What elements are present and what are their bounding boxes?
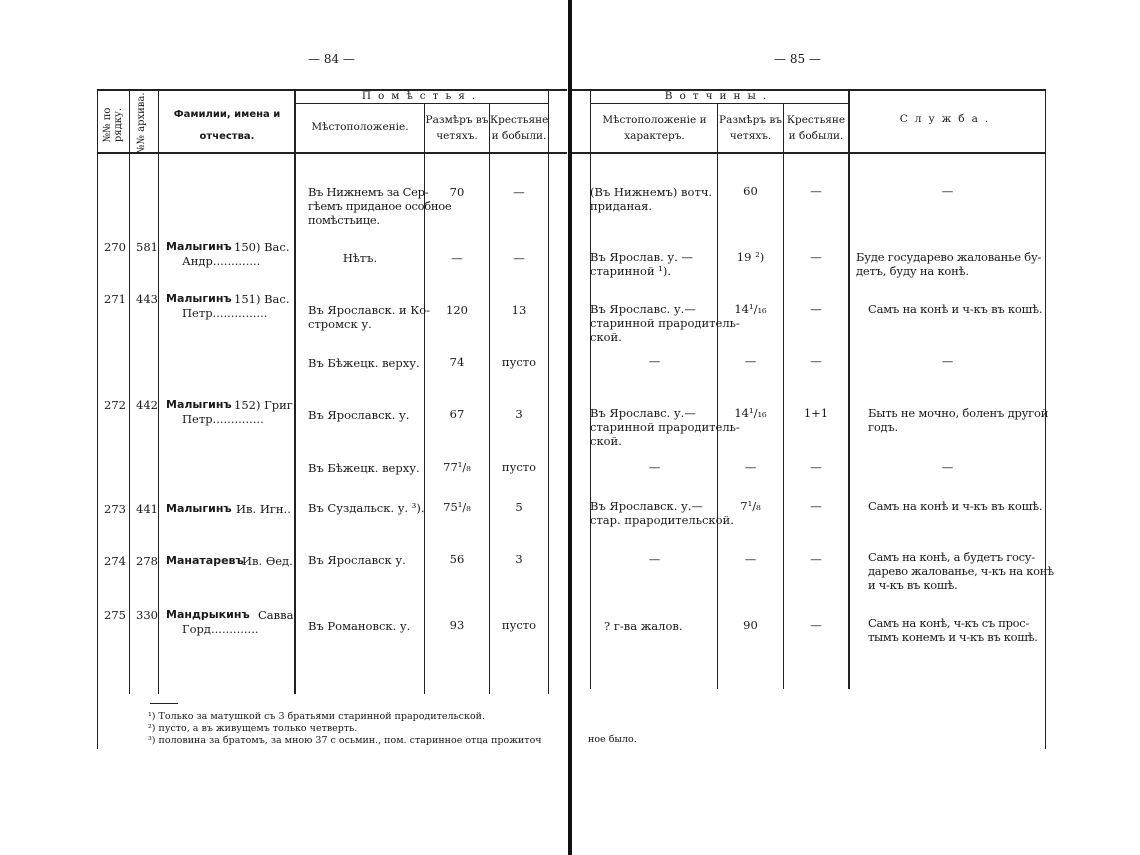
service-cell: Самъ на конѣ, а будетъ госу- дарево жалованье, ч-къ на конѣ и ч-къ въ кошѣ. [868, 550, 1054, 592]
header-votchiny: Вотчины. [664, 90, 774, 102]
col-rule [158, 89, 159, 694]
surname-cell: Малыгинъ [166, 502, 232, 515]
row-number-cell: 272 [104, 398, 126, 412]
location-cell: — [648, 552, 661, 566]
header-pomestya: Помѣстья. [361, 90, 483, 102]
location-cell: ? г-ва жалов. [604, 619, 683, 633]
name-rest-cell: 150) Вас. [234, 240, 290, 254]
header-location: Мѣстоположеніе и характеръ. [602, 114, 707, 142]
header-location: Мѣстоположеніе. [311, 121, 409, 133]
row-number-cell: 271 [104, 292, 126, 306]
peasants-cell: — [513, 251, 525, 265]
archive-number-cell: 278 [136, 554, 158, 568]
row-number-cell: 273 [104, 502, 126, 516]
service-cell: Буде государево жалованье бу- детъ, буду на конѣ. [856, 250, 1042, 278]
peasants-cell: пусто [501, 618, 537, 632]
size-cell: 7¹/₈ [740, 499, 761, 513]
header-size: Размѣръ въ четяхъ. [425, 114, 489, 142]
service-cell: — [941, 184, 954, 198]
service-cell: Самъ на конѣ и ч-къ въ кошѣ. [868, 302, 1043, 316]
size-cell: 70 [449, 185, 465, 199]
location-cell: Въ Ярославск. у. [308, 408, 410, 422]
row-number-cell: 270 [104, 240, 126, 254]
col-rule [590, 89, 591, 689]
peasants-cell: 5 [515, 500, 523, 514]
name-rest-cell: Савва [258, 608, 294, 622]
peasants-cell: пусто [501, 355, 537, 369]
col-rule [548, 89, 549, 694]
footnote-continuation: ное было. [588, 734, 637, 745]
header-peasants: Крестьяне и бобыли. [490, 114, 549, 142]
archive-number-cell: 443 [136, 292, 158, 306]
size-cell: 93 [449, 618, 465, 632]
location-cell: Въ Нижнемъ за Сер- гѣемъ приданое особное помѣстьице. [308, 185, 452, 227]
location-cell: Въ Ярославск. и Ко- стромск у. [308, 303, 431, 331]
size-cell: 14¹/₁₆ [734, 302, 767, 316]
peasants-cell: — [810, 552, 822, 566]
size-cell: 120 [446, 303, 468, 317]
size-cell: 19 ²) [736, 250, 765, 264]
page-number: — 84 — [308, 52, 355, 66]
location-cell: — [648, 460, 661, 474]
header-names: Фамилии, имена и отчества. [173, 109, 281, 142]
location-cell: — [648, 354, 661, 368]
peasants-cell: 3 [515, 552, 523, 566]
surname-cell: Малыгинъ [166, 240, 232, 253]
archive-number-cell: 330 [136, 608, 158, 622]
size-cell: 56 [449, 552, 465, 566]
footnote: ¹) Только за матушкой съ 3 братьями старинной прародительской. [148, 711, 486, 722]
location-cell: Въ Романовск. у. [308, 619, 411, 633]
location-cell: Въ Бѣжецк. верху. [308, 461, 420, 475]
peasants-cell: — [810, 354, 822, 368]
footnote: ³) половина за братомъ, за мною 37 с осьмин., пом. старинное отца прожиточ [148, 735, 542, 746]
size-cell: — [744, 354, 757, 368]
size-cell: 75¹/₈ [443, 500, 471, 514]
group-header-rule [296, 103, 548, 104]
surname-cell: Малыгинъ [166, 292, 232, 305]
peasants-cell: 13 [511, 303, 527, 317]
header-row-number: №№ по рядку. [102, 107, 124, 143]
header-service: Служба. [899, 113, 996, 125]
peasants-cell: — [810, 250, 822, 264]
surname-cell: Малыгинъ [166, 398, 232, 411]
location-cell: (Въ Нижнемъ) вотч. приданая. [590, 185, 713, 213]
location-cell: Нѣтъ. [342, 251, 378, 265]
group-header-rule [590, 103, 848, 104]
service-cell: — [941, 354, 954, 368]
page-number: — 85 — [774, 52, 821, 66]
size-cell: 74 [449, 355, 465, 369]
location-cell: Въ Ярославск. у.— стар. прародительской. [590, 499, 734, 527]
peasants-cell: — [810, 499, 822, 513]
size-cell: — [744, 460, 757, 474]
left-page [0, 0, 568, 855]
peasants-cell: — [810, 184, 822, 198]
peasants-cell: — [513, 185, 525, 199]
col-rule [294, 89, 296, 694]
surname-cell: Манатаревъ [166, 554, 244, 567]
size-cell: 77¹/₈ [443, 460, 471, 474]
size-cell: 67 [449, 407, 465, 421]
location-cell: Въ Суздальск. у. ³). [308, 501, 425, 515]
row-number-cell: 274 [104, 554, 126, 568]
size-cell: 90 [743, 618, 758, 632]
location-cell: Въ Бѣжецк. верху. [308, 356, 420, 370]
row-number-cell: 275 [104, 608, 126, 622]
right-page [572, 0, 1140, 855]
header-bottom-rule [572, 152, 1046, 154]
col-rule [848, 89, 850, 689]
size-cell: 60 [743, 184, 758, 198]
header-archive-number: №№ архива. [136, 92, 147, 154]
location-cell: Въ Ярославск у. [308, 553, 406, 567]
footnote-rule [150, 703, 178, 704]
header-bottom-rule [97, 152, 567, 154]
col-rule [129, 89, 130, 694]
header-size: Размѣръ въ четяхъ. [719, 114, 782, 142]
name-rest-cell: Ив. Ѳед. [242, 554, 293, 568]
size-cell: 14¹/₁₆ [734, 406, 767, 420]
size-cell: — [744, 552, 757, 566]
name-rest-cell: Ив. Игн.. [236, 502, 291, 516]
peasants-cell: — [810, 618, 822, 632]
name-cont-cell: Петр............... [182, 306, 268, 320]
archive-number-cell: 441 [136, 502, 158, 516]
name-rest-cell: 151) Вас. [234, 292, 290, 306]
archive-number-cell: 442 [136, 398, 158, 412]
footnote: ²) пусто, а въ живущемъ только четверть. [148, 723, 358, 734]
location-cell: Въ Ярославс. у.— старинной прародитель- ской. [590, 406, 740, 448]
peasants-cell: 1+1 [803, 406, 829, 420]
name-cont-cell: Андр............. [182, 254, 261, 268]
peasants-cell: — [810, 302, 822, 316]
archive-number-cell: 581 [136, 240, 158, 254]
service-cell: — [941, 460, 954, 474]
location-cell: Въ Ярославс. у.— старинной прародитель- ской. [590, 302, 740, 344]
name-cont-cell: Петр.............. [182, 412, 264, 426]
surname-cell: Мандрыкинъ [166, 608, 250, 621]
service-cell: Быть не мочно, боленъ другой годъ. [868, 406, 1049, 434]
peasants-cell: пусто [501, 460, 537, 474]
service-cell: Самъ на конѣ, ч-къ съ прос- тымъ конемъ и ч-къ въ кошѣ. [868, 616, 1038, 644]
name-cont-cell: Горд............. [182, 622, 259, 636]
location-cell: Въ Ярослав. у. — старинной ¹). [590, 250, 693, 278]
col-rule [97, 89, 98, 749]
peasants-cell: 3 [515, 407, 523, 421]
name-rest-cell: 152) Григ. [234, 398, 297, 412]
size-cell: — [451, 251, 463, 265]
peasants-cell: — [810, 460, 822, 474]
header-peasants: Крестьяне и бобыли. [786, 114, 846, 142]
service-cell: Самъ на конѣ и ч-къ въ кошѣ. [868, 499, 1043, 513]
